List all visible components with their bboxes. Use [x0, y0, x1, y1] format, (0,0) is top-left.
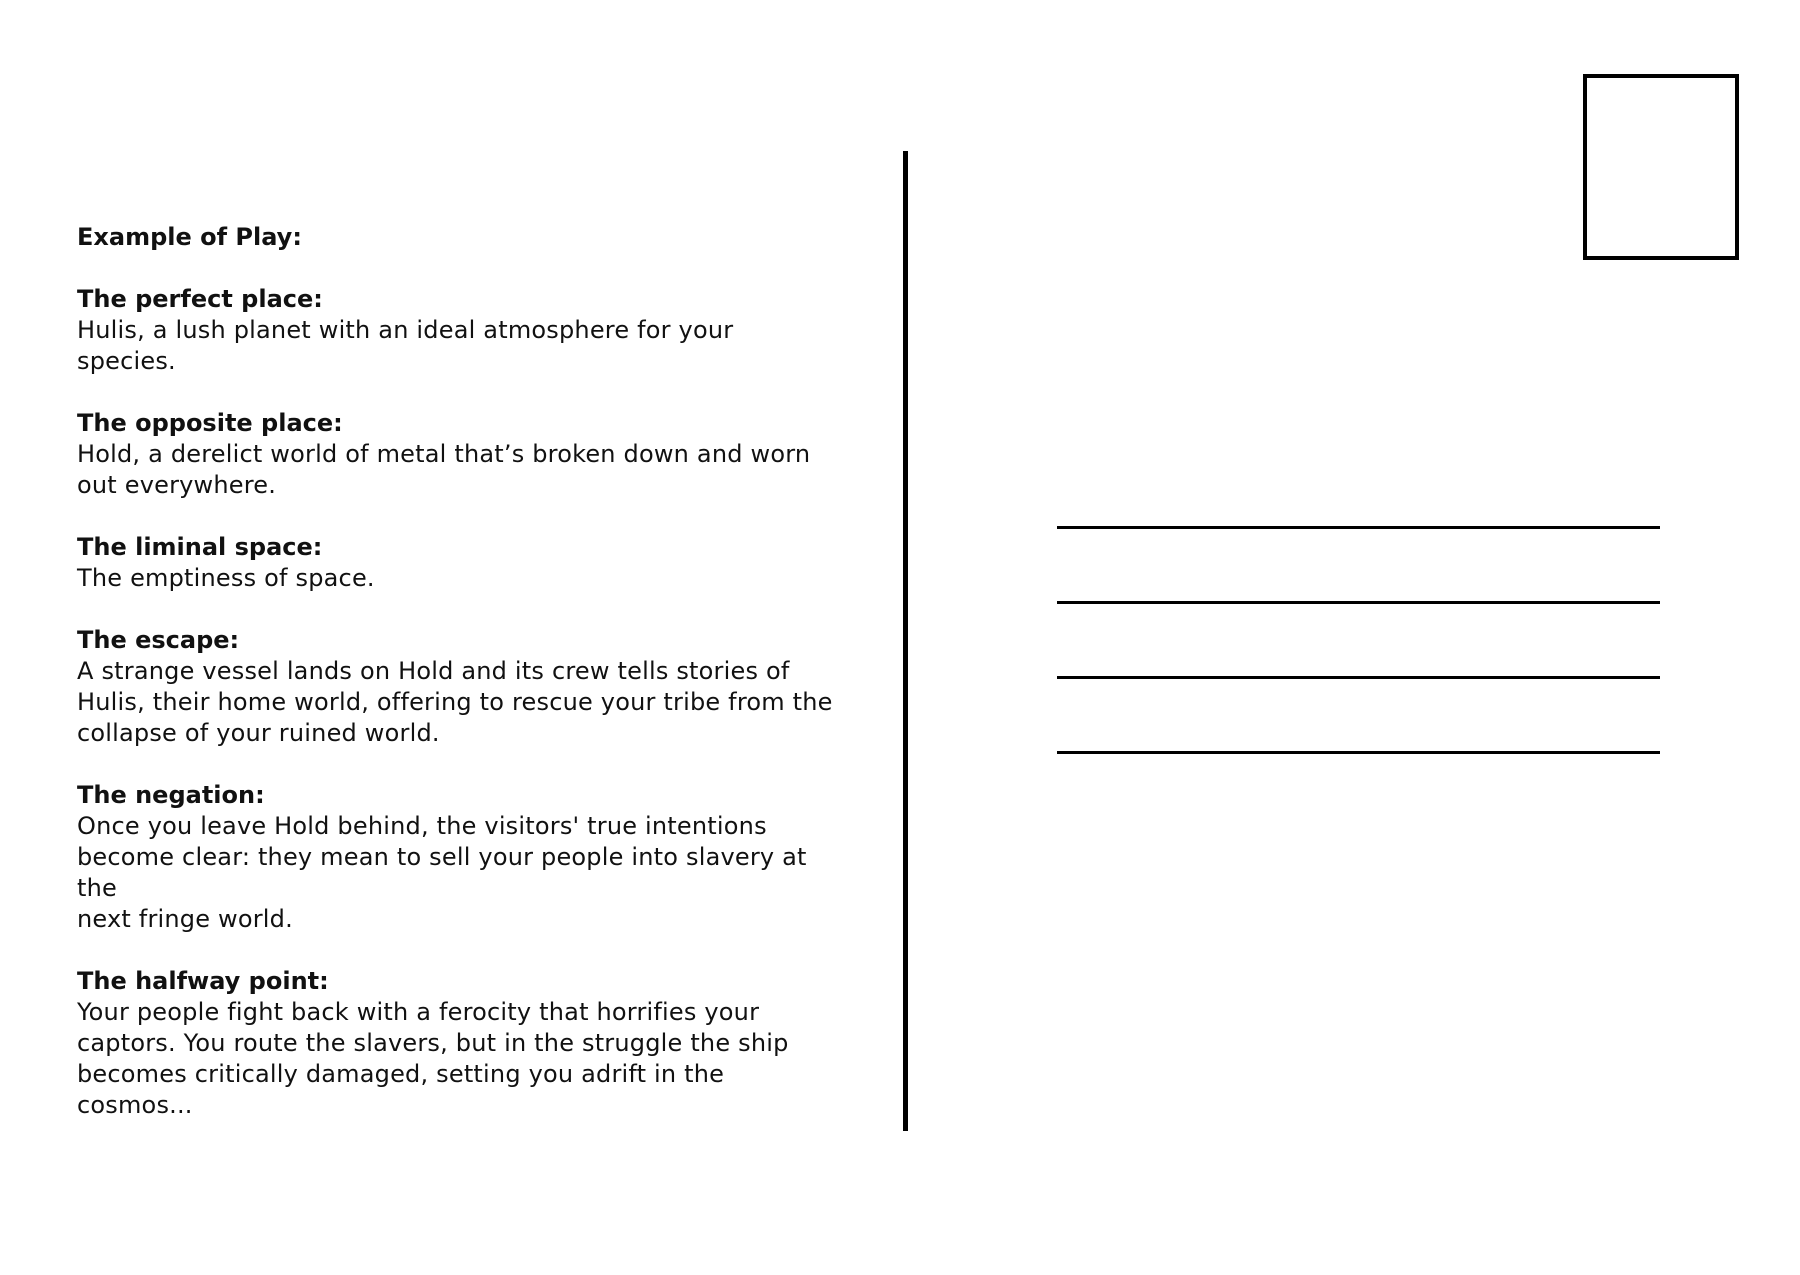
section-text-line: next fringe world. [77, 905, 293, 933]
section-text-line: Hulis, a lush planet with an ideal atmosphere for your species. [77, 316, 734, 375]
section-label: The liminal space: [77, 533, 323, 561]
section-text-line: out everywhere. [77, 471, 277, 499]
address-line [1057, 751, 1660, 754]
section-label: The halfway point: [77, 967, 329, 995]
section-negation [77, 780, 837, 935]
section-perfect-place [77, 284, 837, 377]
section-text-line: collapse of your ruined world. [77, 719, 440, 747]
address-line [1057, 526, 1660, 529]
section-label: The escape: [77, 626, 240, 654]
example-of-play-column [77, 222, 837, 1121]
section-text-line: Hulis, their home world, offering to rescue your tribe from the [77, 688, 833, 716]
section-label: The perfect place: [77, 285, 323, 313]
section-label: The opposite place: [77, 409, 343, 437]
section-text-line: Once you leave Hold behind, the visitors' true intentions [77, 812, 767, 840]
section-text-line: captors. You route the slavers, but in the struggle the ship [77, 1029, 789, 1057]
example-heading: Example of Play: [77, 223, 302, 251]
section-text-line: becomes critically damaged, setting you adrift in the cosmos... [77, 1060, 725, 1119]
section-opposite-place [77, 408, 837, 501]
section-text-line: A strange vessel lands on Hold and its crew tells stories of [77, 657, 790, 685]
section-label: The negation: [77, 781, 265, 809]
section-text-line: Hold, a derelict world of metal that’s broken down and worn [77, 440, 811, 468]
address-line [1057, 601, 1660, 604]
section-escape [77, 625, 837, 749]
stamp-box [1583, 74, 1739, 260]
postcard-center-divider [903, 151, 908, 1131]
section-liminal-space [77, 532, 837, 594]
address-line [1057, 676, 1660, 679]
section-text-line: become clear: they mean to sell your people into slavery at the [77, 843, 807, 902]
section-text-line: The emptiness of space. [77, 564, 375, 592]
section-text-line: Your people fight back with a ferocity that horrifies your [77, 998, 760, 1026]
section-halfway-point [77, 966, 837, 1121]
